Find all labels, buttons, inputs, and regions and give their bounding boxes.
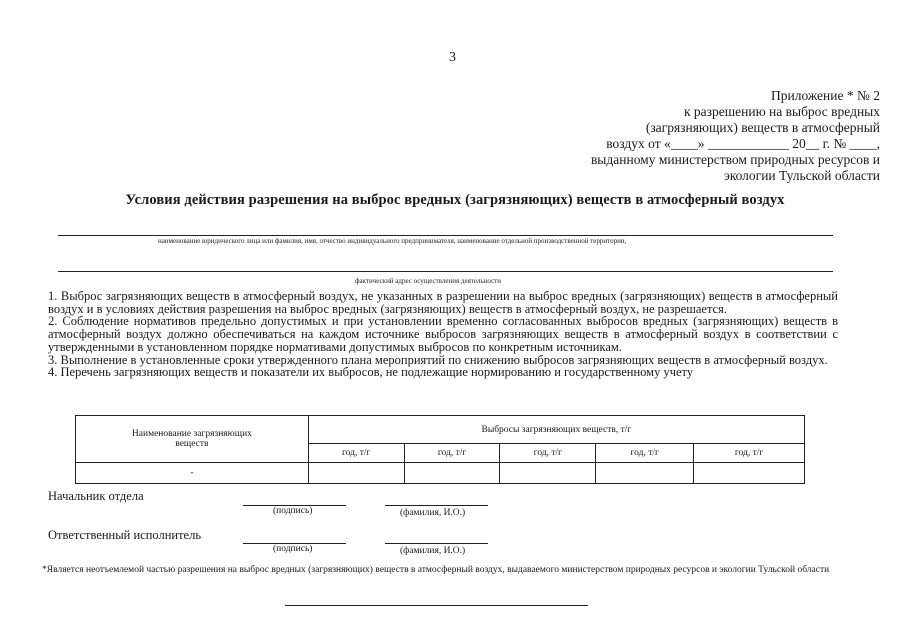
page-number: 3 xyxy=(449,50,456,65)
year-col-2: год, т/г xyxy=(404,444,500,463)
table-cell xyxy=(308,463,404,484)
table-cell xyxy=(694,463,805,484)
condition-3: 3. Выполнение в установленные сроки утвержденного плана мероприятий по снижению выбросов загрязняющих веществ в атмосферный воздух. xyxy=(48,352,828,367)
exec-signature-caption: (подпись) xyxy=(273,544,313,554)
row-pollutant-name: - xyxy=(76,463,309,484)
exec-name-line xyxy=(385,543,488,544)
appendix-line-6: экологии Тульской области xyxy=(723,168,880,183)
footnote: *Является неотъемлемой частью разрешения на выброс вредных (загрязняющих) веществ в атмосферный воздух, выдаваемого министерством природных ресурсов и экологии Тульской области xyxy=(42,565,830,575)
footnote-bottom-line xyxy=(285,605,588,606)
appendix-line-1: Приложение * № 2 xyxy=(771,88,880,103)
head-name-caption: (фамилия, И.О.) xyxy=(400,508,466,518)
document-title: Условия действия разрешения на выброс вредных (загрязняющих) веществ в атмосферный воздух xyxy=(125,192,785,208)
header-emissions: Выбросы загрязняющих веществ, т/г xyxy=(308,416,804,444)
address-caption: фактический адрес осуществления деятельности xyxy=(355,277,501,285)
appendix-line-3: (загрязняющих) веществ в атмосферный xyxy=(645,120,880,135)
head-of-department-label: Начальник отдела xyxy=(48,489,144,503)
table-cell xyxy=(500,463,596,484)
table-row xyxy=(76,463,805,484)
head-signature-caption: (подпись) xyxy=(273,506,313,516)
appendix-line-2: к разрешению на выброс вредных xyxy=(683,104,880,119)
table-cell xyxy=(404,463,500,484)
year-col-4: год, т/г xyxy=(596,444,694,463)
header-pollutant-name: Наименование загрязняющих веществ xyxy=(76,416,309,463)
name-fill-line xyxy=(58,235,833,236)
condition-1: 1. Выброс загрязняющих веществ в атмосферный воздух, не указанных в разрешении на выброс вредных (загрязняющих) веществ в атмосферный воздух и в условиях действия разрешения на выброс вредных (загрязняющих) веществ в атмосферный воздух, не разрешается. xyxy=(48,289,838,316)
responsible-executor-label: Ответственный исполнитель xyxy=(48,528,202,542)
name-caption: наименование юридического лица или фамилия, имя, отчество индивидуального предпринимателя, наименование отдельной производственной территории, xyxy=(158,237,627,245)
year-col-3: год, т/г xyxy=(500,444,596,463)
address-fill-line xyxy=(58,271,833,272)
exec-name-caption: (фамилия, И.О.) xyxy=(400,546,466,556)
year-col-1: год, т/г xyxy=(308,444,404,463)
year-col-5: год, т/г xyxy=(694,444,805,463)
condition-4: 4. Перечень загрязняющих веществ и показатели их выбросов, не подлежащие нормированию и государственному учету xyxy=(48,365,694,380)
conditions-text xyxy=(48,290,838,379)
table-cell xyxy=(596,463,694,484)
condition-2: 2. Соблюдение нормативов предельно допустимых и при установлении временно согласованных выбросов вредных (загрязняющих) веществ в атмосферный воздух должно обеспечиваться на каждом источнике выбросов загрязняющих веществ в атмосферный воздух в соответствии с утвержденными в установленном порядке нормативами допустимых выбросов по конкретным источникам. xyxy=(48,314,838,354)
appendix-line-5: выданному министерством природных ресурсов и xyxy=(590,152,880,167)
pollutants-table xyxy=(75,415,805,484)
appendix-header xyxy=(470,88,880,184)
appendix-line-4: воздух от «____» ____________ 20__ г. № ____, xyxy=(606,136,880,151)
head-name-line xyxy=(385,505,488,506)
